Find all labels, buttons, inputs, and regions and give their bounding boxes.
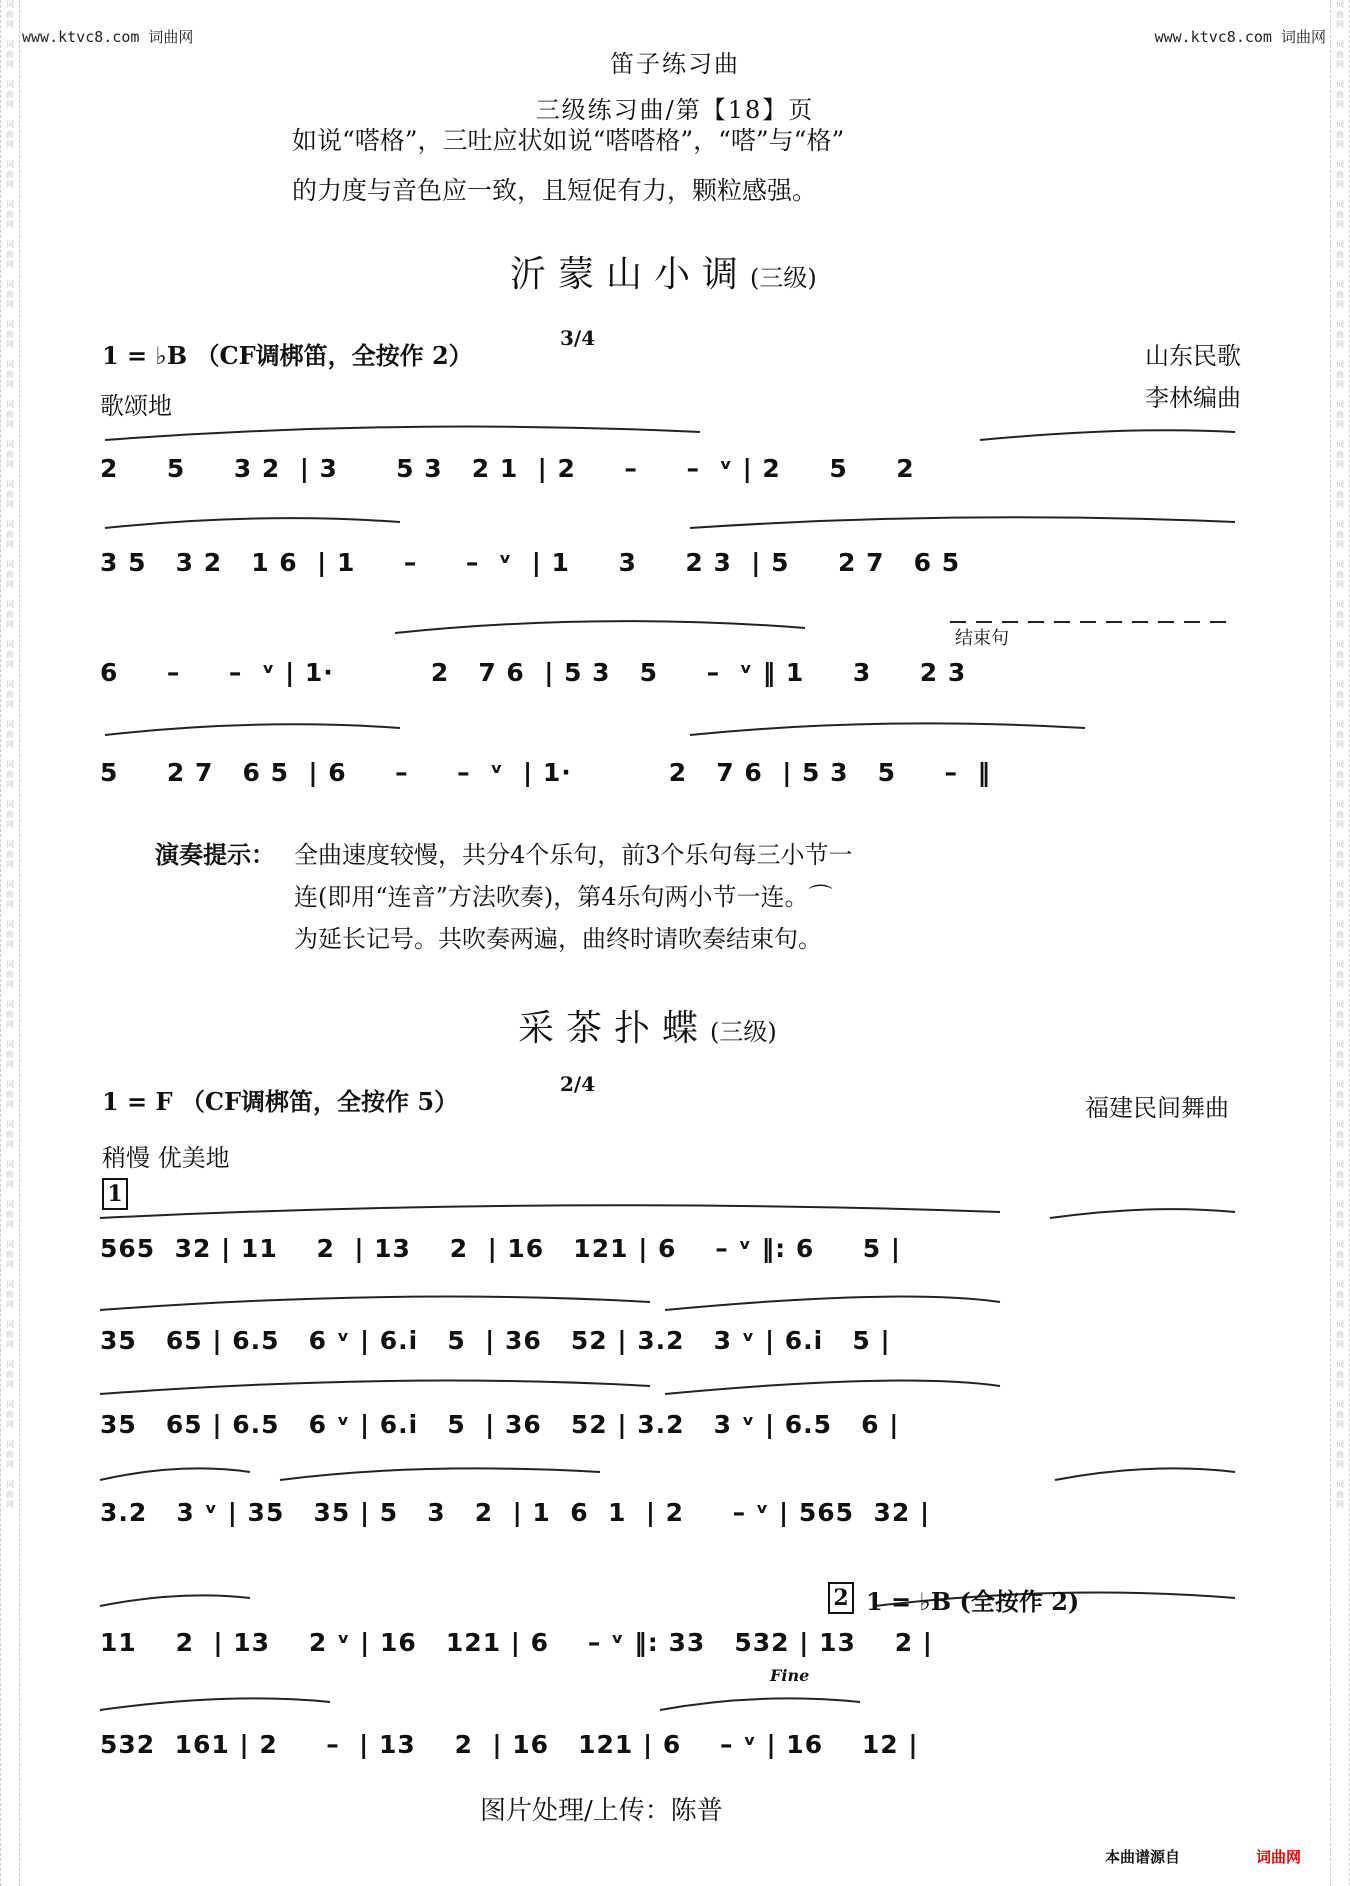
page-header: 笛子练习曲 xyxy=(610,50,740,78)
song1-title: 沂蒙山小调 xyxy=(510,254,751,295)
tips-line-1: 全曲速度较慢，共分4个乐句，前3个乐句每三小节一 xyxy=(294,841,853,869)
song2-staff-row-4: 3.2 3 ᵛ | 35 35 | 5 3 2 | 1 6 1 | 2 – ᵛ | 565 32 | xyxy=(100,1498,931,1527)
song2-time-signature: 2/4 xyxy=(560,1072,596,1096)
song1-tempo: 歌颂地 xyxy=(100,392,172,420)
song1-end-phrase-label: 结束句 xyxy=(955,628,1009,649)
page-subheader: 三级练习曲/第【18】页 xyxy=(535,96,815,124)
tips-line-3: 为延长记号。共吹奏两遍，曲终时请吹奏结束句。 xyxy=(294,925,822,953)
tips-label: 演奏提示： xyxy=(155,840,275,869)
left-watermark-strip: 词 曲 网 词 曲 网 词 曲 网 词 曲 网 词 曲 网 词 曲 网 词 曲 网 词 曲 网 词 曲 网 词 曲 网 词 曲 网 词 曲 网 词 曲 网 词 曲 网 词 曲 网 词 曲 网 词 曲 网 词 曲 网 词 曲 网 词 曲 网 词 曲 网 词 曲 网 词 曲 网 词 曲 网 词 曲 网 词 曲 网 词 曲 网 词 曲 网 词 曲 网 词 曲 网 词 曲 网 词 曲 网 词 曲 网 词 曲 网 词 曲 网 词 曲 网 词 曲 网 词 曲 网 xyxy=(0,0,20,1886)
song1-staff-row-4: 5 2 7 6 5 | 6 – – ᵛ | 1· 2 7 6 | 5 3 5 – ‖ xyxy=(100,758,991,787)
upload-credit: 图片处理/上传：陈普 xyxy=(480,1796,723,1826)
song1-key: 1 = ♭B （CF调梆笛，全按作 2） xyxy=(102,341,473,370)
song1-staff-row-2: 3 5 3 2 1 6 | 1 – – ᵛ | 1 3 2 3 | 5 2 7 6 5 xyxy=(100,548,961,577)
song2-staff-row-5: 11 2 | 13 2 ᵛ | 16 121 | 6 – ᵛ ‖: 33 532 | 13 2 | xyxy=(100,1628,933,1657)
song1-time-signature: 3/4 xyxy=(560,326,596,350)
section-marker-2: 2 xyxy=(828,1582,854,1614)
song2-level: (三级) xyxy=(710,1018,777,1046)
section2-key: 1 = ♭B (全按作 2) xyxy=(866,1587,1080,1616)
song1-staff-row-3: 6 – – ᵛ | 1· 2 7 6 | 5 3 5 – ᵛ ‖ 1 3 2 3 xyxy=(100,658,967,687)
section-marker-1: 1 xyxy=(102,1178,128,1210)
song1-level: (三级) xyxy=(750,264,817,292)
brand-logo-text: 词曲网 xyxy=(1256,1848,1302,1866)
song2-staff-row-6: 532 161 | 2 – | 13 2 | 16 121 | 6 – ᵛ | 16 12 | xyxy=(100,1730,919,1759)
song2-title: 采茶扑蝶 xyxy=(518,1008,711,1049)
song2-staff-row-2: 35 65 | 6.5 6 ᵛ | 6.i 5 | 36 52 | 3.2 3 ᵛ | 6.i 5 | xyxy=(100,1326,891,1355)
song2-origin: 福建民间舞曲 xyxy=(1085,1094,1229,1122)
song2-staff-row-3: 35 65 | 6.5 6 ᵛ | 6.i 5 | 36 52 | 3.2 3 ᵛ | 6.5 6 | xyxy=(100,1410,900,1439)
site-watermark-left: www.ktvc8.com 词曲网 xyxy=(22,28,194,46)
song1-arranger: 李林编曲 xyxy=(1145,384,1241,412)
fine-marker: Fine xyxy=(770,1666,810,1685)
tips-line-2: 连(即用“连音”方法吹奏)，第4乐句两小节一连。⌒ xyxy=(294,883,833,911)
song2-tempo: 稍慢 优美地 xyxy=(102,1144,230,1172)
right-watermark-strip: 词 曲 网 词 曲 网 词 曲 网 词 曲 网 词 曲 网 词 曲 网 词 曲 网 词 曲 网 词 曲 网 词 曲 网 词 曲 网 词 曲 网 词 曲 网 词 曲 网 词 曲 网 词 曲 网 词 曲 网 词 曲 网 词 曲 网 词 曲 网 词 曲 网 词 曲 网 词 曲 网 词 曲 网 词 曲 网 词 曲 网 词 曲 网 词 曲 网 词 曲 网 词 曲 网 词 曲 网 词 曲 网 词 曲 网 词 曲 网 词 曲 网 词 曲 网 词 曲 网 词 曲 网 xyxy=(1330,0,1350,1886)
song2-key: 1 = F （CF调梆笛，全按作 5） xyxy=(102,1087,459,1116)
source-label: 本曲谱源自 xyxy=(1105,1848,1181,1866)
song2-staff-row-1: 565 32 | 11 2 | 13 2 | 16 121 | 6 – ᵛ ‖: 6 5 | xyxy=(100,1234,902,1263)
intro-line-2: 的力度与音色应一致，且短促有力，颗粒感强。 xyxy=(292,176,818,205)
song1-staff-row-1: 2 5 3 2 | 3 5 3 2 1 | 2 – – ᵛ | 2 5 2 xyxy=(100,454,915,483)
song1-origin: 山东民歌 xyxy=(1145,342,1241,370)
intro-line-1: 如说“嗒格”，三吐应状如说“嗒嗒格”，“嗒”与“格” xyxy=(292,126,845,155)
site-watermark-right: www.ktvc8.com 词曲网 xyxy=(1154,28,1326,46)
